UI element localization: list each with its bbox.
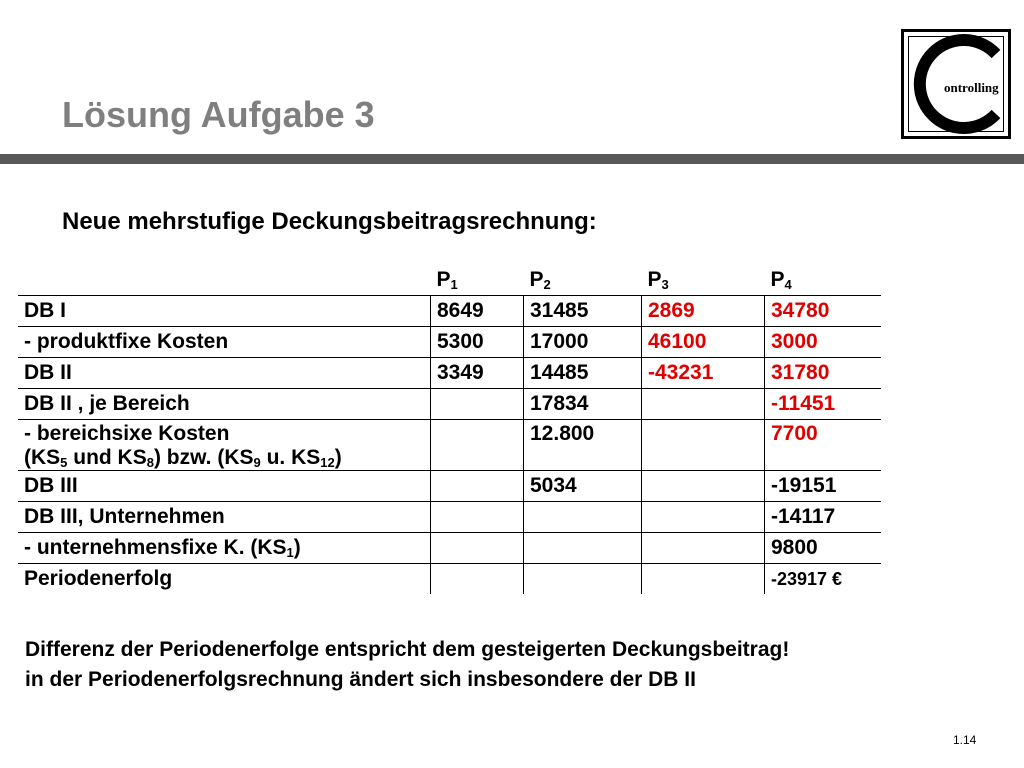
- header-divider: [0, 154, 1024, 164]
- cell-value: 34780: [765, 296, 881, 327]
- header-empty-cell: [18, 265, 431, 296]
- cell-value: [642, 564, 765, 595]
- row-label: - produktfixe Kosten: [18, 327, 431, 358]
- page-title: Lösung Aufgabe 3: [62, 94, 375, 135]
- cell-value: [431, 420, 524, 471]
- cell-value: 3000: [765, 327, 881, 358]
- table-row: [18, 502, 881, 533]
- cell-value: [642, 502, 765, 533]
- cell-value: 17000: [524, 327, 642, 358]
- contribution-margin-table: [18, 265, 881, 594]
- note-line-2: in der Periodenerfolgsrechnung ändert sich insbesondere der DB II: [25, 668, 696, 691]
- cell-value: [642, 533, 765, 564]
- cell-value: 12.800: [524, 420, 642, 471]
- cell-value: -11451: [765, 389, 881, 420]
- row-label: DB I: [18, 296, 431, 327]
- cell-value: 31780: [765, 358, 881, 389]
- page-number: 1.14: [953, 733, 977, 747]
- table-row: [18, 327, 881, 358]
- note-line-1: Differenz der Periodenerfolge entspricht dem gesteigerten Deckungsbeitrag!: [25, 638, 790, 661]
- table-row: [18, 533, 881, 564]
- cell-value: [642, 420, 765, 471]
- cell-value: -23917 €: [765, 564, 881, 595]
- cell-value: [642, 471, 765, 502]
- row-label: - bereichsixe Kosten ($KS_5$ und $KS_8$) bzw. ($KS_9$ u. $KS_{12}$): [18, 420, 431, 471]
- cell-value: -43231: [642, 358, 765, 389]
- subtitle: Neue mehrstufige Deckungsbeitragsrechnung:: [62, 208, 597, 235]
- table-row: [18, 358, 881, 389]
- cell-value: 46100: [642, 327, 765, 358]
- cell-value: 5034: [524, 471, 642, 502]
- header-p2: $P_2$: [524, 265, 642, 296]
- row-label: DB II: [18, 358, 431, 389]
- cell-value: 2869: [642, 296, 765, 327]
- table-row: [18, 420, 881, 471]
- row-label: Periodenerfolg: [24, 567, 173, 590]
- cell-value: 3349: [431, 358, 524, 389]
- cell-value: [431, 564, 524, 595]
- cell-value: [524, 564, 642, 595]
- header-p1: $P_1$: [431, 265, 524, 296]
- cell-value: 9800: [765, 533, 881, 564]
- cell-value: [524, 533, 642, 564]
- row-label: DB III: [18, 471, 431, 502]
- table-header-row: [18, 265, 881, 296]
- cell-value: -19151: [765, 471, 881, 502]
- cell-value: 31485: [524, 296, 642, 327]
- row-label: - unternehmensfixe K. $(KS_1)$: [18, 533, 431, 564]
- controlling-logo: [901, 29, 1011, 139]
- cell-value: 7700: [765, 420, 881, 471]
- row-label: DB II , je Bereich: [18, 389, 431, 420]
- cell-value: 5300: [431, 327, 524, 358]
- table-row: [18, 389, 881, 420]
- cell-value: 17834: [524, 389, 642, 420]
- cell-value: [431, 389, 524, 420]
- cell-value: [431, 502, 524, 533]
- cell-value: 14485: [524, 358, 642, 389]
- logo-text: ontrolling: [944, 80, 999, 95]
- cell-value: [642, 389, 765, 420]
- cell-value: 8649: [431, 296, 524, 327]
- header-p4: $P_4$: [765, 265, 881, 296]
- cell-value: -14117: [765, 502, 881, 533]
- cell-value: [524, 502, 642, 533]
- table-row: [18, 564, 881, 595]
- cell-value: [431, 533, 524, 564]
- table-row: [18, 471, 881, 502]
- header-p3: $P_3$: [642, 265, 765, 296]
- table-row: [18, 296, 881, 327]
- cell-value: [431, 471, 524, 502]
- row-label: DB III, Unternehmen: [18, 502, 431, 533]
